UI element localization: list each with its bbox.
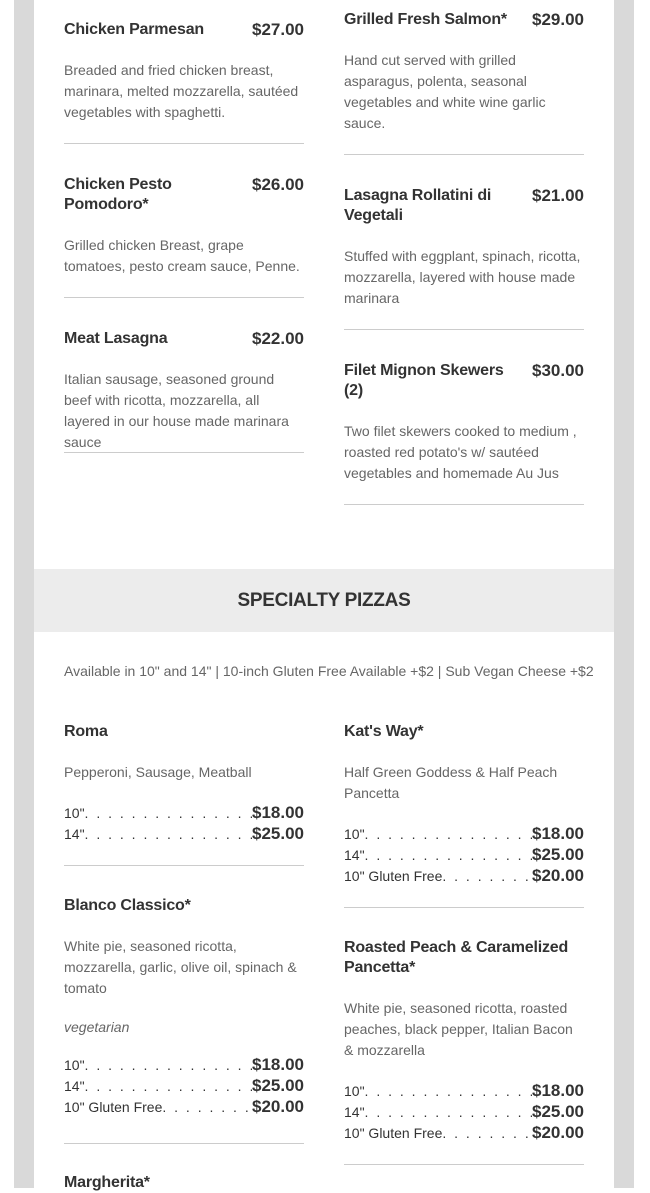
size-row — [64, 803, 304, 824]
size-row — [64, 1055, 304, 1076]
dot-leader — [365, 1083, 532, 1099]
pizza-name: Kat's Way* — [344, 723, 424, 740]
size-price: $20.00 — [532, 866, 584, 885]
size-label: 10" — [64, 805, 85, 821]
pizza-name: Roasted Peach & Caramelized Pancetta* — [344, 939, 569, 976]
item-description: Grilled chicken Breast, grape tomatoes, pesto cream sauce, Penne. — [64, 237, 300, 274]
availability-note: Available in 10" and 14" | 10-inch Gluten Free Available +$2 | Sub Vegan Cheese +$2 — [64, 663, 594, 679]
pizza-description: Pepperoni, Sausage, Meatball — [64, 764, 252, 780]
size-price: $18.00 — [532, 824, 584, 843]
size-price: $25.00 — [252, 1076, 304, 1095]
size-price: $18.00 — [252, 803, 304, 822]
dot-leader — [85, 1078, 252, 1094]
item-description: Italian sausage, seasoned ground beef with ricotta, mozzarella, all layered in our house made marinara sauce — [64, 371, 289, 450]
dot-leader — [365, 847, 532, 863]
dot-leader — [162, 1099, 252, 1115]
item-name: Chicken Pesto Pomodoro* — [64, 176, 172, 213]
divider — [64, 452, 304, 453]
size-price: $18.00 — [532, 1081, 584, 1100]
size-row — [344, 866, 584, 887]
item-price: $21.00 — [532, 186, 584, 205]
dietary-tag: vegetarian — [64, 1019, 130, 1035]
size-label: 10" — [64, 1057, 85, 1073]
size-list — [64, 803, 304, 845]
size-row — [64, 1097, 304, 1118]
pizza-item — [64, 1173, 304, 1193]
size-price: $20.00 — [252, 1097, 304, 1116]
size-label: 14" — [64, 826, 85, 842]
size-row — [344, 1081, 584, 1102]
dot-leader — [442, 1125, 532, 1141]
size-label: 10" Gluten Free — [64, 1099, 163, 1115]
size-row — [64, 1076, 304, 1097]
item-name: Meat Lasagna — [64, 330, 168, 347]
item-price: $30.00 — [532, 361, 584, 380]
divider — [344, 1164, 584, 1165]
divider — [344, 907, 584, 908]
pizza-description: White pie, seasoned ricotta, roasted peaches, black pepper, Italian Bacon & mozzarella — [344, 1000, 573, 1058]
pizza-item — [64, 896, 304, 1118]
menu-item — [64, 20, 304, 123]
item-name: Lasagna Rollatini di Vegetali — [344, 187, 492, 224]
size-price: $25.00 — [532, 845, 584, 864]
item-price: $29.00 — [532, 10, 584, 29]
dot-leader — [85, 826, 252, 842]
size-row — [344, 845, 584, 866]
size-label: 10" Gluten Free — [344, 1125, 443, 1141]
section-header — [34, 569, 614, 632]
divider — [344, 504, 584, 505]
pizza-item — [344, 938, 584, 1144]
size-price: $20.00 — [532, 1123, 584, 1142]
section-title: SPECIALTY PIZZAS — [237, 589, 411, 611]
dot-leader — [85, 805, 252, 821]
size-price: $25.00 — [532, 1102, 584, 1121]
size-price: $18.00 — [252, 1055, 304, 1074]
item-price: $26.00 — [252, 175, 304, 194]
divider — [64, 297, 304, 298]
pizza-item — [344, 722, 584, 887]
pizza-name: Margherita* — [64, 1174, 150, 1191]
size-label: 14" — [64, 1078, 85, 1094]
divider — [64, 1143, 304, 1144]
size-list — [64, 1055, 304, 1118]
menu-item — [344, 186, 584, 309]
divider — [64, 143, 304, 144]
item-price: $22.00 — [252, 329, 304, 348]
menu-item — [64, 329, 304, 453]
item-description: Stuffed with eggplant, spinach, ricotta, mozzarella, layered with house made marinara — [344, 248, 581, 306]
size-row — [344, 1123, 584, 1144]
pizza-item — [64, 722, 304, 845]
size-label: 10" — [344, 826, 365, 842]
dot-leader — [365, 1104, 532, 1120]
dot-leader — [442, 868, 532, 884]
size-label: 10" — [344, 1083, 365, 1099]
pizza-description: Half Green Goddess & Half Peach Pancetta — [344, 764, 558, 801]
size-label: 10" Gluten Free — [344, 868, 443, 884]
item-description: Hand cut served with grilled asparagus, polenta, seasonal vegetables and white wine garlic sauce. — [344, 52, 546, 131]
divider — [344, 329, 584, 330]
pizza-name: Blanco Classico* — [64, 897, 191, 914]
pizza-description: White pie, seasoned ricotta, mozzarella, garlic, olive oil, spinach & tomato — [64, 938, 297, 996]
size-list — [344, 824, 584, 887]
size-row — [344, 1102, 584, 1123]
size-price: $25.00 — [252, 824, 304, 843]
divider — [344, 154, 584, 155]
divider — [64, 865, 304, 866]
item-price: $27.00 — [252, 20, 304, 39]
item-name: Filet Mignon Skewers (2) — [344, 362, 504, 399]
item-name: Grilled Fresh Salmon* — [344, 11, 507, 28]
menu-item — [344, 361, 584, 484]
size-row — [64, 824, 304, 845]
dot-leader — [85, 1057, 252, 1073]
dot-leader — [365, 826, 532, 842]
size-list — [344, 1081, 584, 1144]
menu-item — [344, 10, 584, 134]
item-description: Two filet skewers cooked to medium , roasted red potato's w/ sautéed vegetables and homemade Au Jus — [344, 423, 577, 481]
item-name: Chicken Parmesan — [64, 21, 204, 38]
pizza-name: Roma — [64, 723, 108, 740]
item-description: Breaded and fried chicken breast, marinara, melted mozzarella, sautéed vegetables with spaghetti. — [64, 62, 299, 120]
size-label: 14" — [344, 847, 365, 863]
menu-item — [64, 175, 304, 277]
size-row — [344, 824, 584, 845]
size-label: 14" — [344, 1104, 365, 1120]
